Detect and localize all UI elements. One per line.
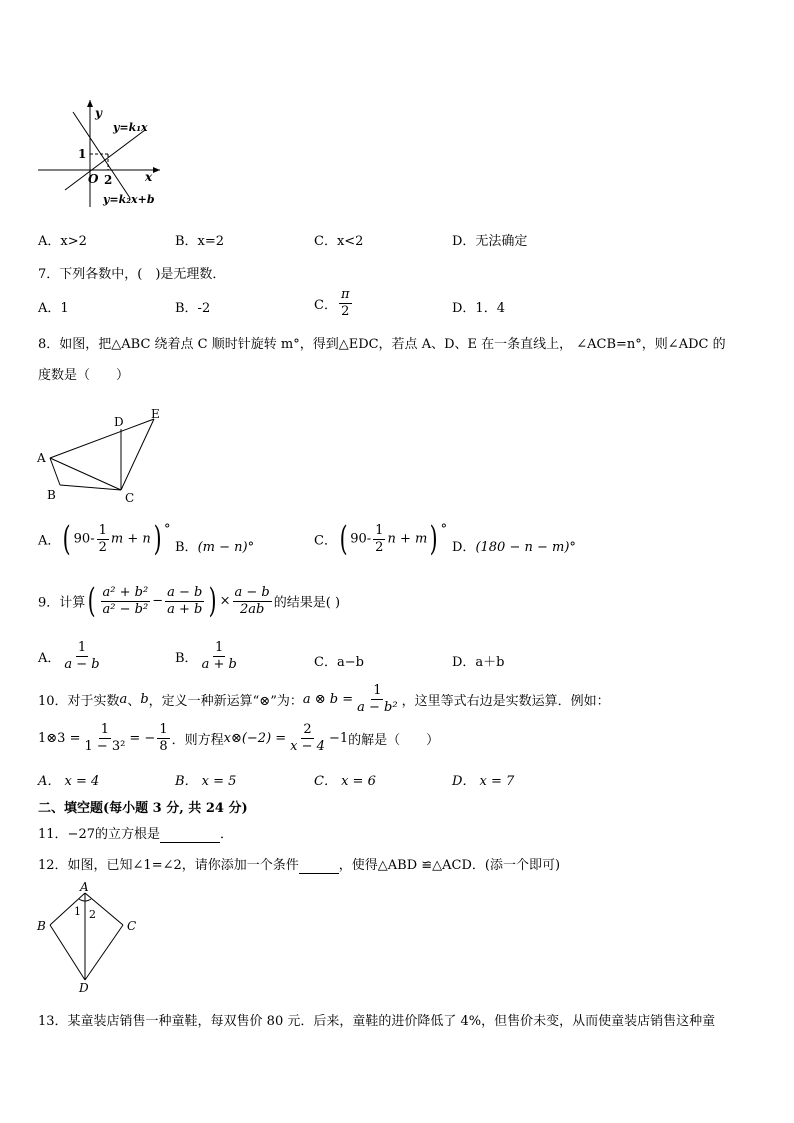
q8-c-lparen: ( xyxy=(339,519,348,559)
q9-stem xyxy=(38,581,341,621)
q9-times: × xyxy=(219,593,231,609)
q9-option-c[interactable]: C．a−b xyxy=(314,655,364,670)
line-k1-label: y=k₁x xyxy=(113,121,148,134)
q8-a-lead: 90- xyxy=(73,531,95,547)
q10-ex-num: 1 xyxy=(100,722,110,737)
q9-f2-num: a − b xyxy=(167,584,203,600)
q10-example-fraction xyxy=(82,722,127,755)
q7-c-numerator: π xyxy=(340,287,350,302)
q8-option-b[interactable] xyxy=(175,536,254,555)
q9-b-fraction xyxy=(200,640,239,673)
q8-c-num: 1 xyxy=(375,522,384,538)
q7-option-d[interactable]: D．1．4 xyxy=(452,301,505,316)
q9-f2-den: a + b xyxy=(167,601,203,617)
q12-angle-2: 2 xyxy=(89,908,96,921)
q8-label-e: E xyxy=(151,407,160,421)
q8-label-b: B xyxy=(47,488,56,502)
q8-option-a[interactable] xyxy=(38,519,171,559)
q7-option-a[interactable]: A．1 xyxy=(38,301,69,316)
q10-line2-suffix: 的解是（ ） xyxy=(348,733,440,748)
q10-eq-den: x − 4 xyxy=(290,739,325,754)
q9-rparen: ) xyxy=(208,581,217,621)
q8-c-lead: 90- xyxy=(350,531,372,547)
q9-prefix: 9．计算 xyxy=(38,595,86,611)
q10-var-b: b xyxy=(140,692,149,707)
q12-label-c: C xyxy=(127,919,137,933)
q8-a-den: 2 xyxy=(98,539,107,555)
q8-c-fraction xyxy=(373,523,385,556)
q10-equation-tail: −1 xyxy=(328,731,349,746)
q10-line2 xyxy=(38,722,439,755)
q9-f3-num: a − b xyxy=(234,584,270,600)
q8-a-prefix: A． xyxy=(38,533,61,549)
q7-stem: 7．下列各数中，( )是无理数． xyxy=(38,267,226,282)
q11-prefix: 11． xyxy=(38,827,68,842)
q12-suffix: ，使得△ABD ≌△ACD．(添一个即可) xyxy=(338,858,561,873)
q9-a-fraction xyxy=(62,640,101,673)
q11-end: ． xyxy=(220,827,234,842)
section-2-heading: 二、填空题(每小题 3 分, 共 24 分) xyxy=(38,801,248,816)
q10-ex-res-num: 1 xyxy=(159,722,168,737)
q6-option-b[interactable]: B．x=2 xyxy=(175,234,225,249)
q6-option-d[interactable]: D．无法确定 xyxy=(452,234,528,249)
q10-equation-lhs: x⊗(−2) = xyxy=(223,731,287,746)
q10-def-lhs: a ⊗ b = xyxy=(302,692,354,707)
q12-label-b: B xyxy=(37,919,46,933)
q10-option-b[interactable]: B． x = 5 xyxy=(175,774,237,789)
q8-a-lparen: ( xyxy=(63,519,72,559)
q10-equation-intro: ．则方程 xyxy=(171,733,224,748)
q9-option-b[interactable] xyxy=(175,640,241,673)
q11-expr: −27 xyxy=(67,827,95,842)
q9-suffix: 的结果是( ) xyxy=(273,595,341,611)
q8-label-d: D xyxy=(114,415,124,429)
q10-option-c[interactable]: C． x = 6 xyxy=(314,774,376,789)
q10-option-d[interactable]: D． x = 7 xyxy=(452,774,515,789)
q6-graph-figure xyxy=(35,95,175,210)
q10-eq-num: 2 xyxy=(303,722,312,737)
q8-c-rparen: ) xyxy=(429,519,438,559)
q12-label-a: A xyxy=(80,880,89,894)
q9-fraction-1 xyxy=(101,585,151,618)
q10-example-result xyxy=(157,722,169,755)
q13-stem: 13．某童装店销售一种童鞋，每双售价 80 元．后来，童鞋的进价降低了 4%，但售价未变，从而使童装店销售这种童 xyxy=(38,1014,716,1029)
q8-stem-line2: 度数是（ ） xyxy=(38,368,130,383)
q11 xyxy=(38,823,233,843)
q10-def-fraction xyxy=(355,683,399,716)
q11-answer-blank[interactable] xyxy=(160,827,220,843)
q9-lparen: ( xyxy=(87,581,96,621)
q12-prefix: 12．如图，已知∠1=∠2，请你添加一个条件 xyxy=(38,858,299,873)
q12 xyxy=(38,854,560,874)
q8-option-c[interactable] xyxy=(314,519,448,559)
q7-c-denominator: 2 xyxy=(341,304,350,319)
q12-label-d: D xyxy=(79,981,89,995)
y-axis-label: y xyxy=(95,106,102,120)
tick-2-label: 2 xyxy=(104,173,113,187)
q10-line1-suffix: ，这里等式右边是实数运算．例如： xyxy=(401,694,610,709)
q8-a-tail: m + n xyxy=(110,531,151,547)
q8-c-tail: n + m xyxy=(387,531,428,547)
q8-label-a: A xyxy=(37,451,46,465)
q10-example-eq: = − xyxy=(129,731,156,746)
q9-a-den: a − b xyxy=(64,657,100,672)
q7-option-c-fraction xyxy=(339,287,352,320)
q9-a-prefix: A． xyxy=(38,651,61,666)
tick-1-label: 1 xyxy=(78,147,87,161)
q8-a-fraction xyxy=(97,523,109,556)
q7-option-c-prefix: C． xyxy=(314,298,337,313)
q8-c-prefix: C． xyxy=(314,533,337,549)
q8-option-d[interactable] xyxy=(452,536,576,555)
q9-f3-den: 2ab xyxy=(239,601,265,617)
q11-suffix: 的立方根是 xyxy=(94,827,160,842)
q8-stem-line1: 8．如图，把△ABC 绕着点 C 顺时针旋转 m°，得到△EDC，若点 A、D、E 在一条直线上， ∠ACB=n°，则∠ADC 的 xyxy=(38,337,726,352)
q8-c-degree: ° xyxy=(440,522,448,537)
q9-minus: − xyxy=(152,593,164,609)
q8-b-expr: (m − n)° xyxy=(197,540,255,555)
q12-answer-blank[interactable] xyxy=(299,858,339,874)
q10-ex-res-den: 8 xyxy=(159,739,168,754)
q8-d-prefix: D． xyxy=(452,540,476,555)
q10-sep: 、 xyxy=(127,694,141,709)
q9-f1-den: a² − b² xyxy=(102,601,149,617)
q12-kite-figure xyxy=(35,880,145,995)
q10-ex-den: 1 − 3² xyxy=(84,739,126,754)
origin-label: O xyxy=(88,172,99,186)
q10-definition-text: ，定义一种新运算“⊗”为： xyxy=(148,694,303,709)
q7-option-c[interactable] xyxy=(314,287,354,320)
q10-def-num: 1 xyxy=(373,683,382,698)
q10-equation-fraction xyxy=(288,722,327,755)
q9-option-d[interactable]: D．a＋b xyxy=(452,655,505,670)
q10-def-den: a − b² xyxy=(357,700,398,715)
x-axis-label: x xyxy=(145,170,153,184)
q9-fraction-2 xyxy=(165,585,204,618)
q8-a-rparen: ) xyxy=(153,519,162,559)
q9-b-prefix: B． xyxy=(175,651,198,666)
q8-label-c: C xyxy=(125,491,135,505)
q9-b-den: a + b xyxy=(201,657,237,672)
q9-option-a[interactable] xyxy=(38,640,104,673)
q8-c-den: 2 xyxy=(375,539,384,555)
q12-angle-1: 1 xyxy=(74,905,81,918)
q9-fraction-3 xyxy=(233,585,272,618)
q7-option-b[interactable]: B．-2 xyxy=(175,301,211,316)
q6-option-c[interactable]: C．x<2 xyxy=(314,234,364,249)
q8-b-prefix: B． xyxy=(175,540,198,555)
q10-option-a[interactable]: A． x = 4 xyxy=(38,774,100,789)
q6-option-a[interactable]: A．x>2 xyxy=(38,234,87,249)
q8-d-expr: (180 − n − m)° xyxy=(475,540,576,555)
q10-example-lhs: 1⊗3 = xyxy=(38,731,81,746)
q10-var-a: a xyxy=(119,692,128,707)
line-k2-label: y=k₂x+b xyxy=(103,193,155,206)
q10-prefix: 10．对于实数 xyxy=(38,694,120,709)
q10-line1 xyxy=(38,683,610,716)
q8-triangle-figure xyxy=(33,405,173,505)
q9-a-num: 1 xyxy=(77,640,87,655)
q8-a-num: 1 xyxy=(98,522,107,538)
q9-b-num: 1 xyxy=(215,640,224,655)
q8-a-degree: ° xyxy=(164,522,171,537)
q9-f1-num: a² + b² xyxy=(102,584,149,600)
